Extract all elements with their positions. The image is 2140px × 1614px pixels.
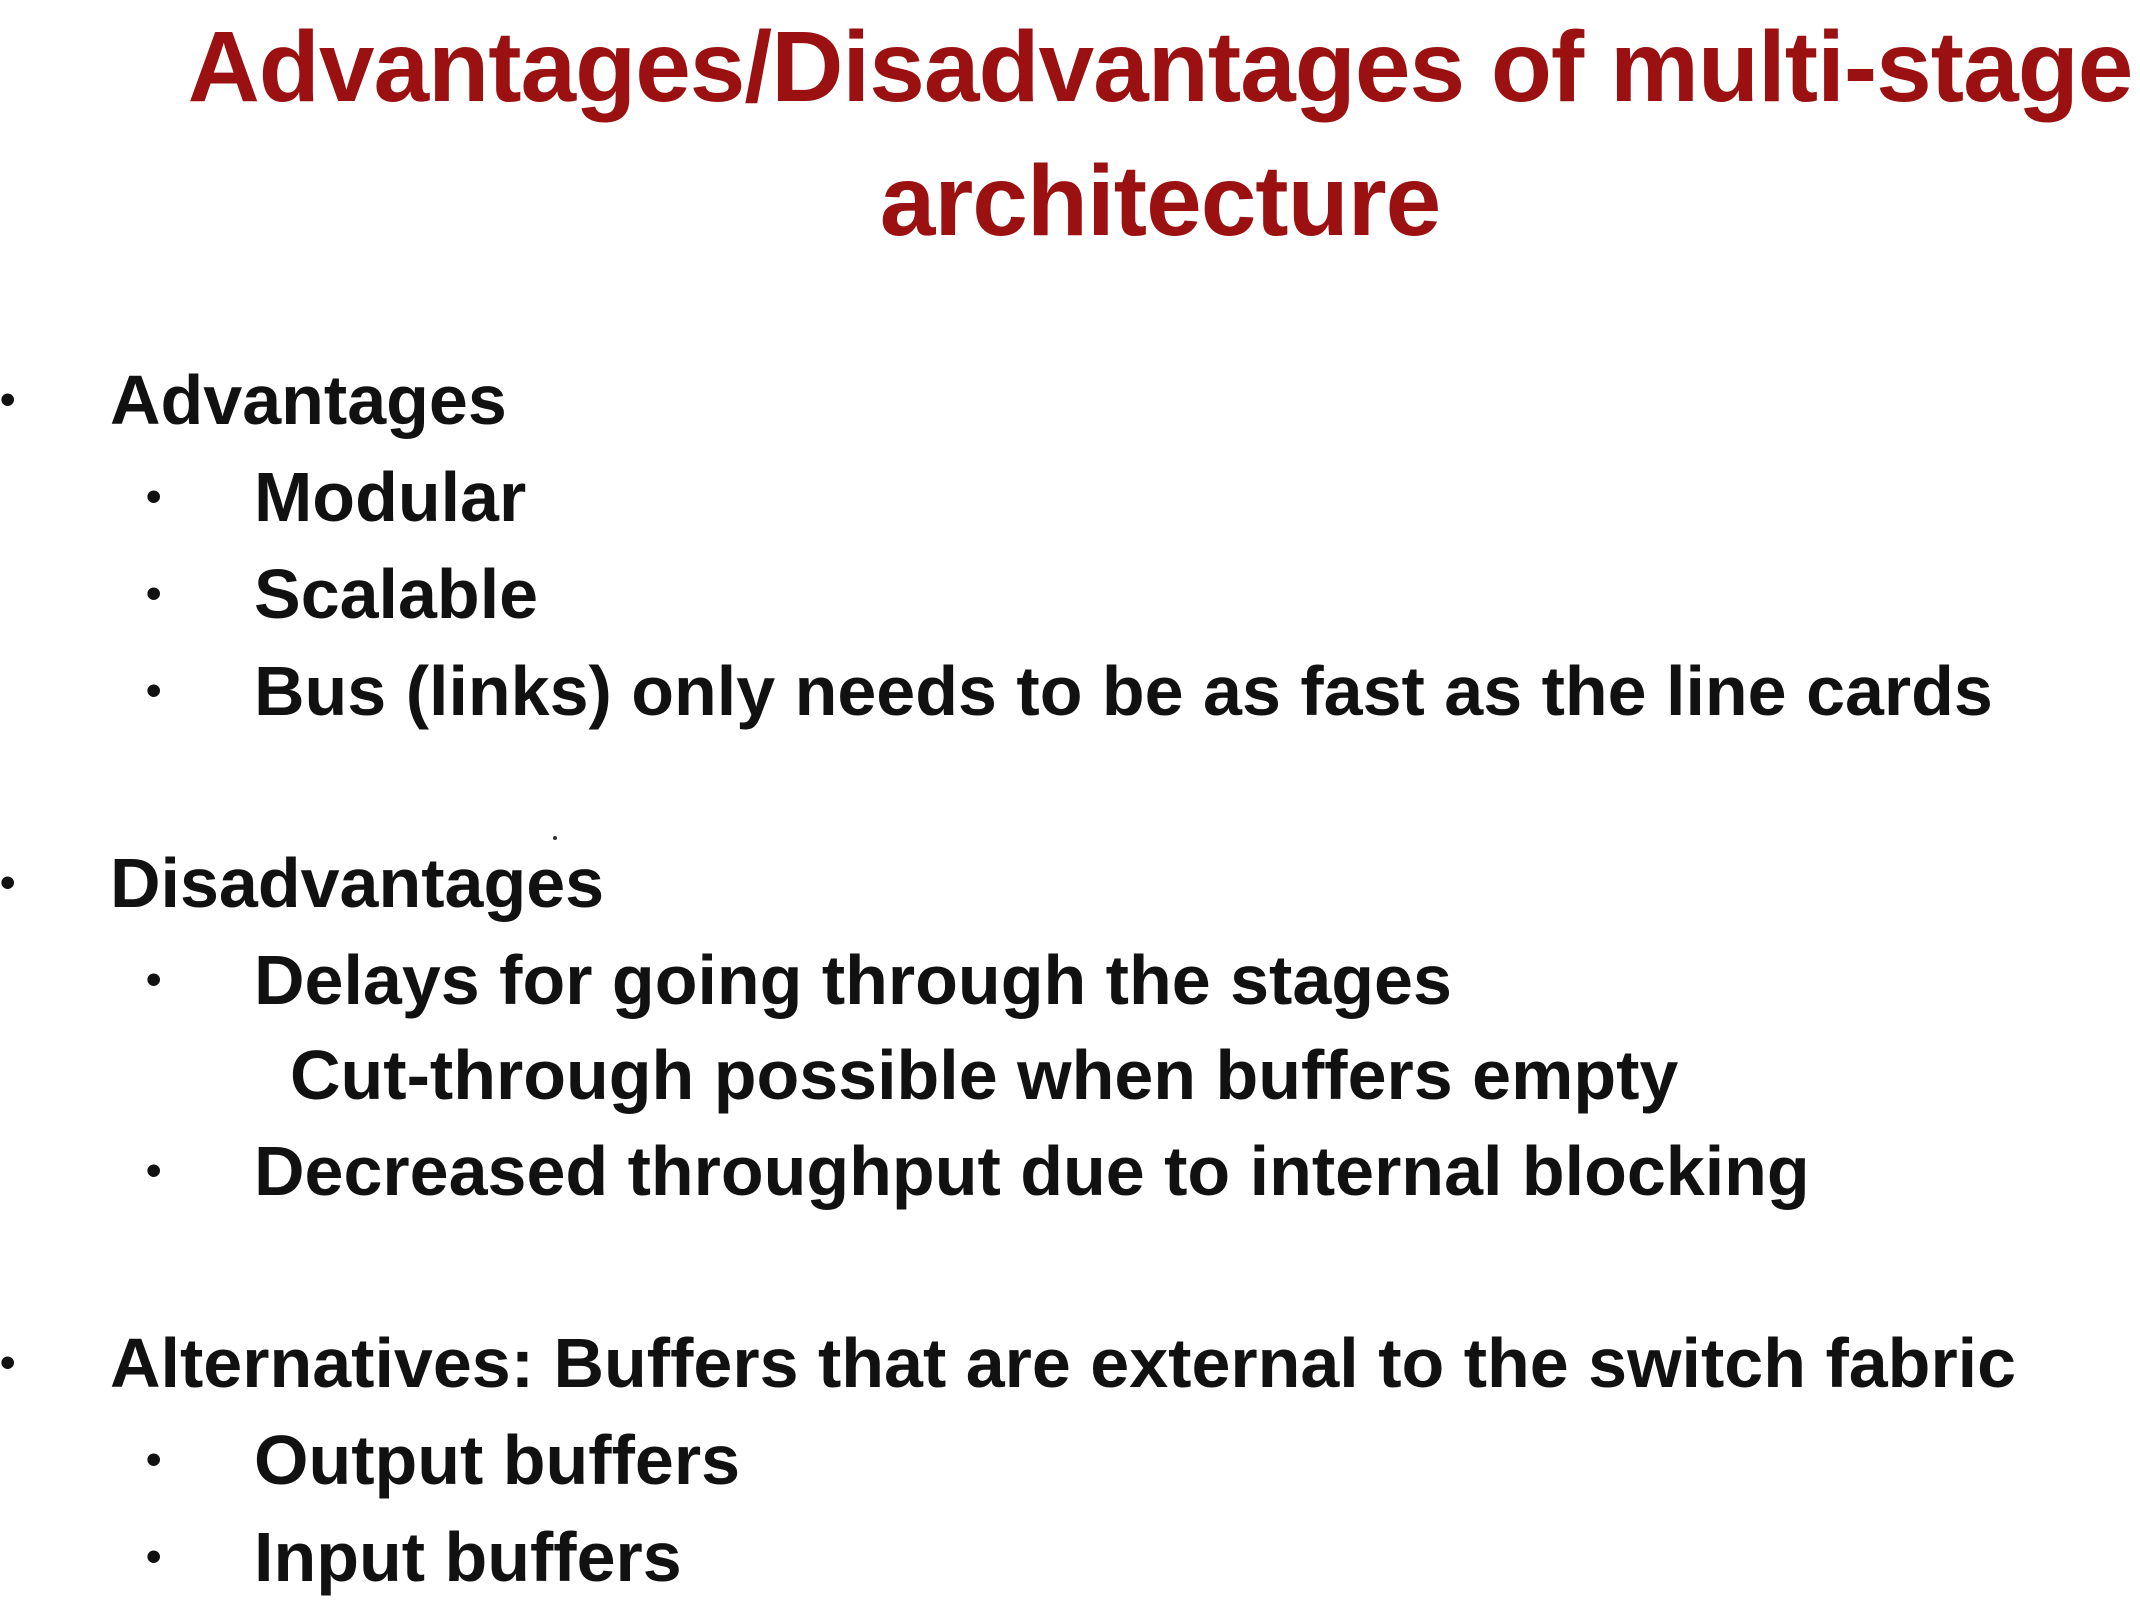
bullet-icon: •: [0, 375, 16, 424]
bullet-icon: •: [146, 1532, 162, 1581]
title-line-1: Advantages/Disadvantages of multi-stage: [187, 11, 2133, 123]
bullet-icon: •: [146, 1435, 162, 1484]
slide-title: [180, 0, 2140, 268]
bullet-icon: •: [146, 955, 162, 1004]
list-item: Modular: [254, 458, 527, 536]
bullet-icon: •: [0, 1338, 16, 1387]
bullet-icon: •: [146, 472, 162, 521]
list-item: Bus (links) only needs to be as fast as the line cards: [254, 652, 1993, 730]
title-line-2: architecture: [879, 145, 1441, 257]
list-item: Output buffers: [254, 1421, 741, 1499]
list-item: Input buffers: [254, 1518, 682, 1596]
section-heading-advantages: Advantages: [110, 361, 507, 439]
list-item: Delays for going through the stages: [254, 941, 1452, 1019]
bullet-icon: •: [146, 569, 162, 618]
section-heading-disadvantages: Disadvantages: [110, 844, 605, 922]
list-item: Decreased throughput due to internal blocking: [254, 1132, 1810, 1210]
section-heading-alternatives: Alternatives: Buffers that are external to the switch fabric: [110, 1324, 2017, 1402]
bullet-icon: •: [146, 1146, 162, 1195]
bullet-icon: •: [0, 858, 16, 907]
bullet-icon: •: [146, 666, 162, 715]
list-item: Scalable: [254, 555, 539, 633]
sub-note: Cut-through possible when buffers empty: [290, 1036, 1679, 1114]
